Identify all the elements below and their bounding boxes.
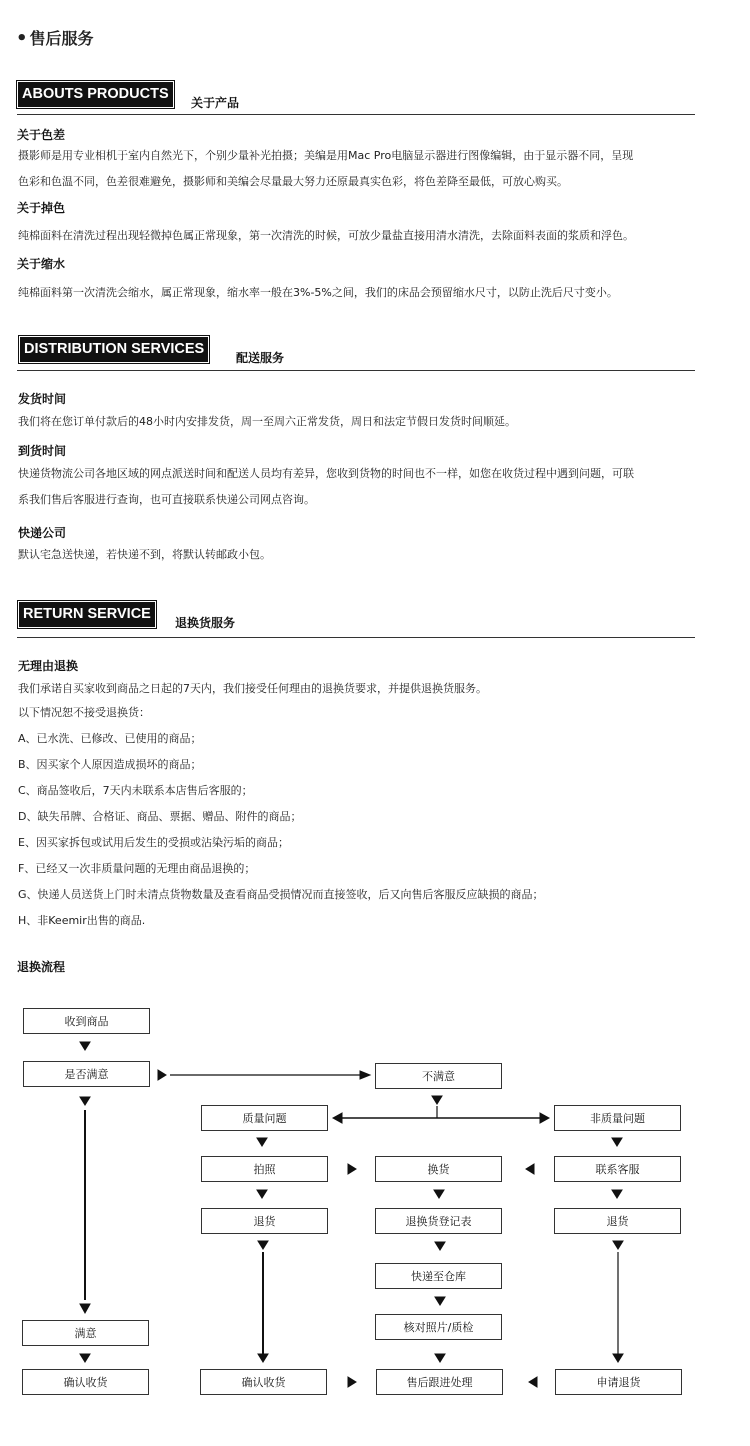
flow-box-received: 收到商品: [23, 1008, 150, 1034]
heading-no-reason: 无理由退换: [18, 659, 79, 673]
divider: [17, 114, 695, 115]
flow-box-quality: 质量问题: [201, 1105, 328, 1131]
arrow-right-icon: [158, 1070, 166, 1080]
paragraph: 以下情况恕不接受退换货：: [18, 706, 150, 719]
flow-box-confirm-left: 确认收货: [22, 1369, 149, 1395]
heading-fade: 关于掉色: [17, 201, 66, 215]
heading-courier: 快递公司: [18, 526, 67, 540]
list-item: E、因买家拆包或试用后发生的受损或沾染污垢的商品；: [18, 836, 289, 849]
list-item: C、商品签收后，7天内未联系本店售后客服的；: [18, 784, 253, 797]
flow-box-photo: 拍照: [201, 1156, 328, 1182]
divider: [17, 370, 695, 371]
section-title-about: 关于产品: [191, 96, 240, 110]
list-item: D、缺失吊牌、合格证、商品、票据、赠品、附件的商品；: [18, 810, 302, 823]
arrow-right-icon: [348, 1377, 356, 1387]
flow-box-apply-refund: 申请退货: [555, 1369, 682, 1395]
arrow-down-icon: [613, 1241, 623, 1249]
arrow-down-icon: [258, 1354, 268, 1362]
list-item: H、非Keemir出售的商品.: [18, 914, 146, 927]
arrow-right-icon: [540, 1113, 549, 1123]
paragraph: 我们承诺自买家收到商品之日起的7天内，我们接受任何理由的退换货要求，并提供退换货服务。: [18, 682, 487, 695]
arrow-down-icon: [434, 1190, 444, 1198]
divider: [17, 637, 695, 638]
arrow-down-icon: [435, 1297, 445, 1305]
section-badge-return: RETURN SERVICE: [17, 600, 157, 629]
arrow-left-icon: [526, 1164, 534, 1174]
arrow-down-icon: [80, 1304, 90, 1313]
arrow-right-icon: [348, 1164, 356, 1174]
flow-box-followup: 售后跟进处理: [376, 1369, 503, 1395]
paragraph: 我们将在您订单付款后的48小时内安排发货，周一至周六正常发货，周日和法定节假日发货时间顺延。: [18, 415, 516, 428]
section-title-distribution: 配送服务: [236, 351, 285, 365]
list-item: A、已水洗、已修改、已使用的商品；: [18, 732, 202, 745]
paragraph: 快递货物流公司各地区域的网点派送时间和配送人员均有差异，您收到货物的时间也不一样，如您在收货过程中遇到问题，可联: [18, 467, 634, 480]
arrow-left-icon: [333, 1113, 342, 1123]
paragraph: 色彩和色温不同，色差很难避免，摄影师和美编会尽量最大努力还原最真实色彩，将色差降至最低，可放心购买。: [18, 175, 568, 188]
arrow-down-icon: [80, 1042, 90, 1050]
list-item: B、因买家个人原因造成损坏的商品；: [18, 758, 202, 771]
heading-color-diff: 关于色差: [17, 128, 66, 142]
flow-box-check: 核对照片/质检: [375, 1314, 502, 1340]
paragraph: 纯棉面料第一次清洗会缩水，属正常现象，缩水率一般在3%-5%之间，我们的床品会预留缩水尺寸，以防止洗后尺寸变小。: [18, 286, 618, 299]
flow-box-refund-right: 退货: [554, 1208, 681, 1234]
arrow-down-icon: [80, 1354, 90, 1362]
arrow-right-icon: [360, 1071, 370, 1079]
arrow-down-icon: [435, 1242, 445, 1250]
flow-box-contact-cs: 联系客服: [554, 1156, 681, 1182]
arrow-down-icon: [258, 1241, 268, 1249]
section-title-return: 退换货服务: [175, 616, 236, 630]
paragraph: 纯棉面料在清洗过程出现轻微掉色属正常现象，第一次清洗的时候，可放少量盐直接用清水清洗，去除面料表面的浆质和浮色。: [18, 229, 634, 242]
arrow-down-icon: [257, 1190, 267, 1198]
paragraph: 默认宅急送快递，若快递不到，将默认转邮政小包。: [18, 548, 271, 561]
flow-box-refund-left: 退货: [201, 1208, 328, 1234]
heading-shrink: 关于缩水: [17, 257, 66, 271]
paragraph: 摄影师是用专业相机于室内自然光下，个别少量补光拍摄；美编是用Mac Pro电脑显示器进行图像编辑，由于显示器不同，呈现: [18, 149, 634, 162]
flow-box-ship-warehouse: 快递至仓库: [375, 1263, 502, 1289]
flow-box-register: 退换货登记表: [375, 1208, 502, 1234]
flow-title: 退换流程: [17, 960, 66, 974]
arrow-down-icon: [612, 1190, 622, 1198]
list-item: F、已经又一次非质量问题的无理由商品退换的；: [18, 862, 256, 875]
section-badge-distribution: DISTRIBUTION SERVICES: [18, 335, 210, 364]
arrow-down-icon: [80, 1097, 90, 1105]
heading-arrive-time: 到货时间: [18, 444, 67, 458]
flow-box-exchange: 换货: [375, 1156, 502, 1182]
list-item: G、快递人员送货上门时未清点货物数量及查看商品受损情况而直接签收，后又向售后客服反应缺损的商品；: [18, 888, 544, 901]
arrow-down-icon: [613, 1354, 623, 1362]
flow-box-unsatisfied: 不满意: [375, 1063, 502, 1089]
paragraph: 系我们售后客服进行查询，也可直接联系快递公司网点咨询。: [18, 493, 315, 506]
flow-box-non-quality: 非质量问题: [554, 1105, 681, 1131]
flow-box-confirm-mid: 确认收货: [200, 1369, 327, 1395]
page-title: • 售后服务: [16, 28, 94, 49]
arrow-down-icon: [612, 1138, 622, 1146]
arrow-down-icon: [257, 1138, 267, 1146]
arrow-left-icon: [529, 1377, 537, 1387]
flow-box-satisfied-question: 是否满意: [23, 1061, 150, 1087]
section-badge-about: ABOUTS PRODUCTS: [16, 80, 175, 109]
heading-ship-time: 发货时间: [18, 392, 67, 406]
flow-box-satisfied: 满意: [22, 1320, 149, 1346]
arrow-down-icon: [432, 1096, 442, 1104]
arrow-down-icon: [435, 1354, 445, 1362]
page-title-text: 售后服务: [29, 29, 94, 48]
